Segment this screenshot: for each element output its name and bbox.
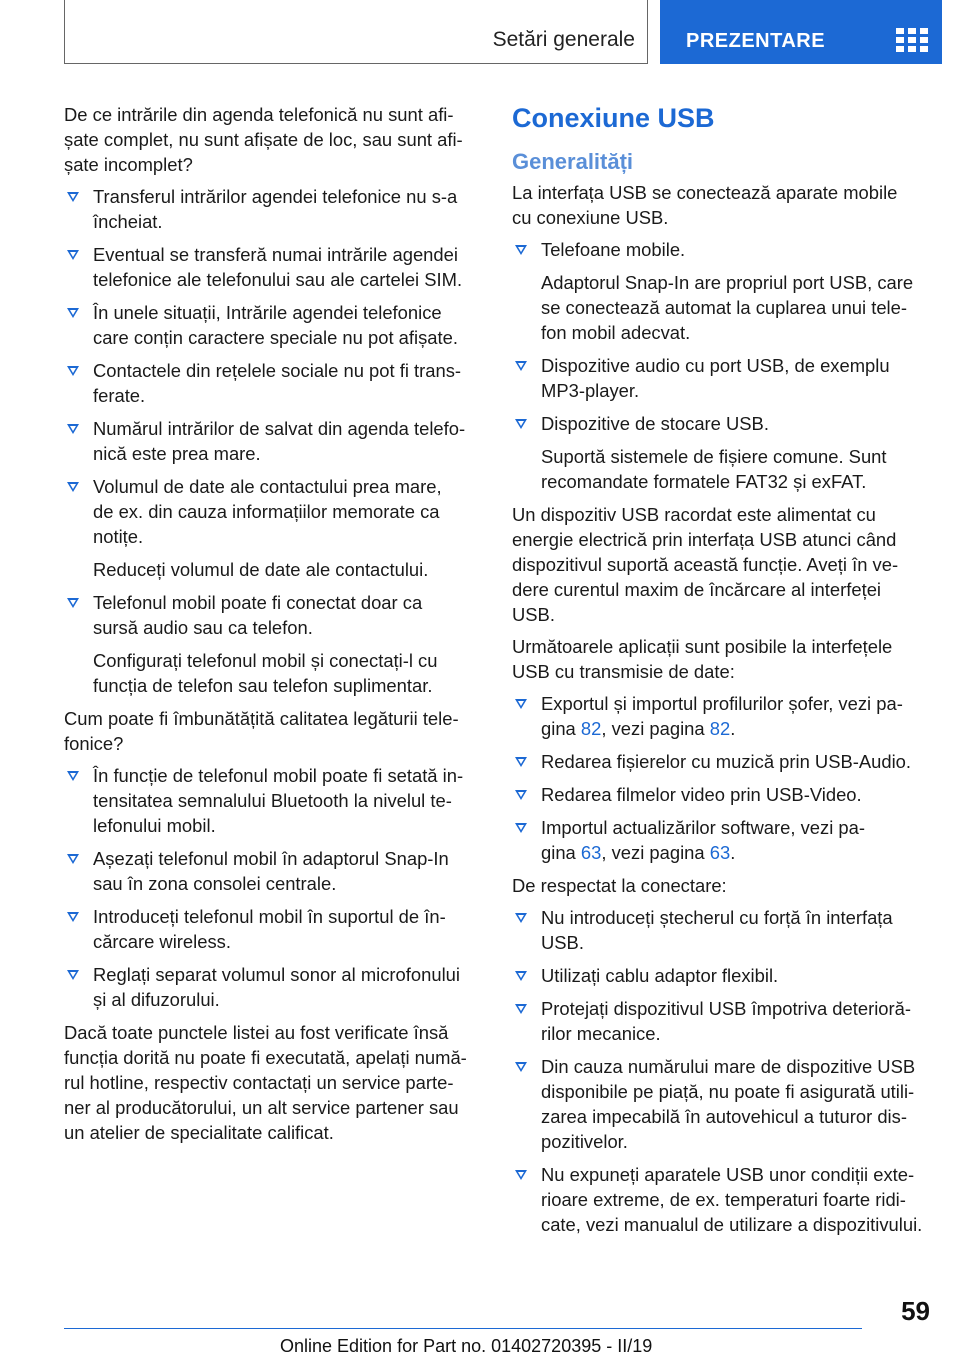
page-link[interactable]: 63 — [580, 842, 602, 863]
right-column — [512, 102, 930, 1245]
list-item: Exportul și importul profilurilor șofer, vezi pa- gina 82, vezi pagina 82. — [512, 691, 930, 741]
header-section-box — [64, 0, 648, 64]
list-item: Utilizați cablu adaptor flexibil. — [512, 963, 930, 988]
grid-icon — [896, 28, 928, 52]
list-item: Telefoane mobile. — [512, 237, 930, 262]
bullet-triangle-icon — [515, 245, 527, 255]
list-item-detail: Adaptorul Snap-In are propriul port USB, care se conectează automat la cuplarea unui tele- fon mobil adecvat. — [541, 272, 914, 343]
closing-paragraph: Dacă toate punctele listei au fost verificate însă funcția dorită nu poate fi executată, apelați numă- rul hotline, respectiv contactați un service parte- ner al producătorului, un alt service partener sau un atelier de specialitate calificat. — [64, 1022, 467, 1143]
bullet-triangle-icon — [67, 598, 79, 608]
list-item: Din cauza numărului mare de dispozitive USB disponibile pe piață, nu poate fi asigurată utili- zarea impecabilă în autovehicul a tuturor dis- pozitivelor. — [512, 1054, 930, 1154]
list-item: Contactele din rețelele sociale nu pot fi trans- ferate. — [64, 358, 480, 408]
bullet-triangle-icon — [515, 1170, 527, 1180]
list-item: Așezați telefonul mobil în adaptorul Snap-In sau în zona consolei centrale. — [64, 846, 480, 896]
footer-edition: Online Edition for Part no. 01402720395 - II/19 — [280, 1336, 653, 1356]
bullet-triangle-icon — [67, 308, 79, 318]
tab-label: PREZENTARE — [686, 30, 826, 52]
tab-prezentare[interactable] — [660, 0, 942, 64]
list-item: Telefonul mobil poate fi conectat doar ca sursă audio sau ca telefon. — [64, 590, 480, 640]
list-item: Transferul intrărilor agendei telefonice nu s-a încheiat. — [64, 184, 480, 234]
list-item: Volumul de date ale contactului prea mare, de ex. din cauza informațiilor memorate ca notițe. — [64, 474, 480, 549]
list-item: Numărul intrărilor de salvat din agenda telefo- nică este prea mare. — [64, 416, 480, 466]
bullet-triangle-icon — [515, 361, 527, 371]
list-item: Eventual se transferă numai intrările agendei telefonice ale telefonului sau ale cartelei SIM. — [64, 242, 480, 292]
bullet-triangle-icon — [67, 771, 79, 781]
page-link[interactable]: 82 — [580, 718, 602, 739]
bullet-triangle-icon — [67, 424, 79, 434]
power-paragraph: Un dispozitiv USB racordat este alimentat cu energie electrică prin interfața USB atunci când dispozitivul suportă această funcție. Aveți în ve- dere curentul maxim de încărcare al interfeței USB. — [512, 504, 899, 625]
list-item-remedy: Configurați telefonul mobil și conectați-l cu funcția de telefon sau telefon suplimentar. — [93, 650, 438, 696]
list-item: Reglați separat volumul sonor al microfonului și al difuzorului. — [64, 962, 480, 1012]
bullet-triangle-icon — [67, 854, 79, 864]
list-item: Dispozitive de stocare USB. — [512, 411, 930, 436]
list-item-detail: Suportă sistemele de fișiere comune. Sunt recomandate formatele FAT32 și exFAT. — [541, 446, 887, 492]
list-item: Protejați dispozitivul USB împotriva deterioră- rilor mecanice. — [512, 996, 930, 1046]
bullet-triangle-icon — [515, 699, 527, 709]
apps-intro: Următoarele aplicații sunt posibile la interfețele USB cu transmisie de date: — [512, 636, 893, 682]
list-item: Redarea filmelor video prin USB-Video. — [512, 782, 930, 807]
list-item: Nu expuneți aparatele USB unor condiții exte- rioare extreme, de ex. temperaturi foarte ridi- cate, vezi manualul de utilizare a dispozitivului. — [512, 1162, 930, 1237]
bullet-triangle-icon — [67, 970, 79, 980]
page-link[interactable]: 63 — [709, 842, 731, 863]
list-item: Importul actualizărilor software, vezi pa- gina 63, vezi pagina 63. — [512, 815, 930, 865]
page-link[interactable]: 82 — [709, 718, 731, 739]
list-item: Nu introduceți ștecherul cu forță în interfața USB. — [512, 905, 930, 955]
page-number: 59 — [901, 1296, 930, 1326]
bullet-triangle-icon — [67, 192, 79, 202]
bullet-triangle-icon — [515, 1062, 527, 1072]
section-heading: Conexiune USB — [512, 103, 715, 133]
bullet-triangle-icon — [515, 971, 527, 981]
footer-divider — [64, 1328, 862, 1329]
question-phonebook: De ce intrările din agenda telefonică nu sunt afi- șate complet, nu sunt afișate de loc, sau sunt afi- șate incomplet? — [64, 104, 463, 175]
list-item-remedy: Reduceți volumul de date ale contactului. — [93, 559, 429, 580]
bullet-triangle-icon — [515, 1004, 527, 1014]
left-column — [64, 102, 480, 1152]
list-item: Introduceți telefonul mobil în suportul de în- cărcare wireless. — [64, 904, 480, 954]
question-call-quality: Cum poate fi îmbunătățită calitatea legăturii tele- fonice? — [64, 708, 459, 754]
list-item: În unele situații, Intrările agendei telefonice care conțin caractere speciale nu pot afișate. — [64, 300, 480, 350]
list-item: Redarea fișierelor cu muzică prin USB-Audio. — [512, 749, 930, 774]
bullet-triangle-icon — [67, 250, 79, 260]
bullet-triangle-icon — [67, 482, 79, 492]
bullet-triangle-icon — [515, 790, 527, 800]
section-title: Setări generale — [492, 28, 635, 51]
connect-intro: De respectat la conectare: — [512, 875, 727, 896]
bullet-triangle-icon — [515, 823, 527, 833]
list-item: Dispozitive audio cu port USB, de exemplu MP3-player. — [512, 353, 930, 403]
bullet-triangle-icon — [67, 366, 79, 376]
subsection-heading: Generalități — [512, 149, 634, 174]
intro-paragraph: La interfața USB se conectează aparate mobile cu conexiune USB. — [512, 182, 898, 228]
bullet-triangle-icon — [515, 757, 527, 767]
bullet-triangle-icon — [67, 912, 79, 922]
bullet-triangle-icon — [515, 419, 527, 429]
list-item: În funcție de telefonul mobil poate fi setată in- tensitatea semnalului Bluetooth la nivelul te- lefonului mobil. — [64, 763, 480, 838]
bullet-triangle-icon — [515, 913, 527, 923]
